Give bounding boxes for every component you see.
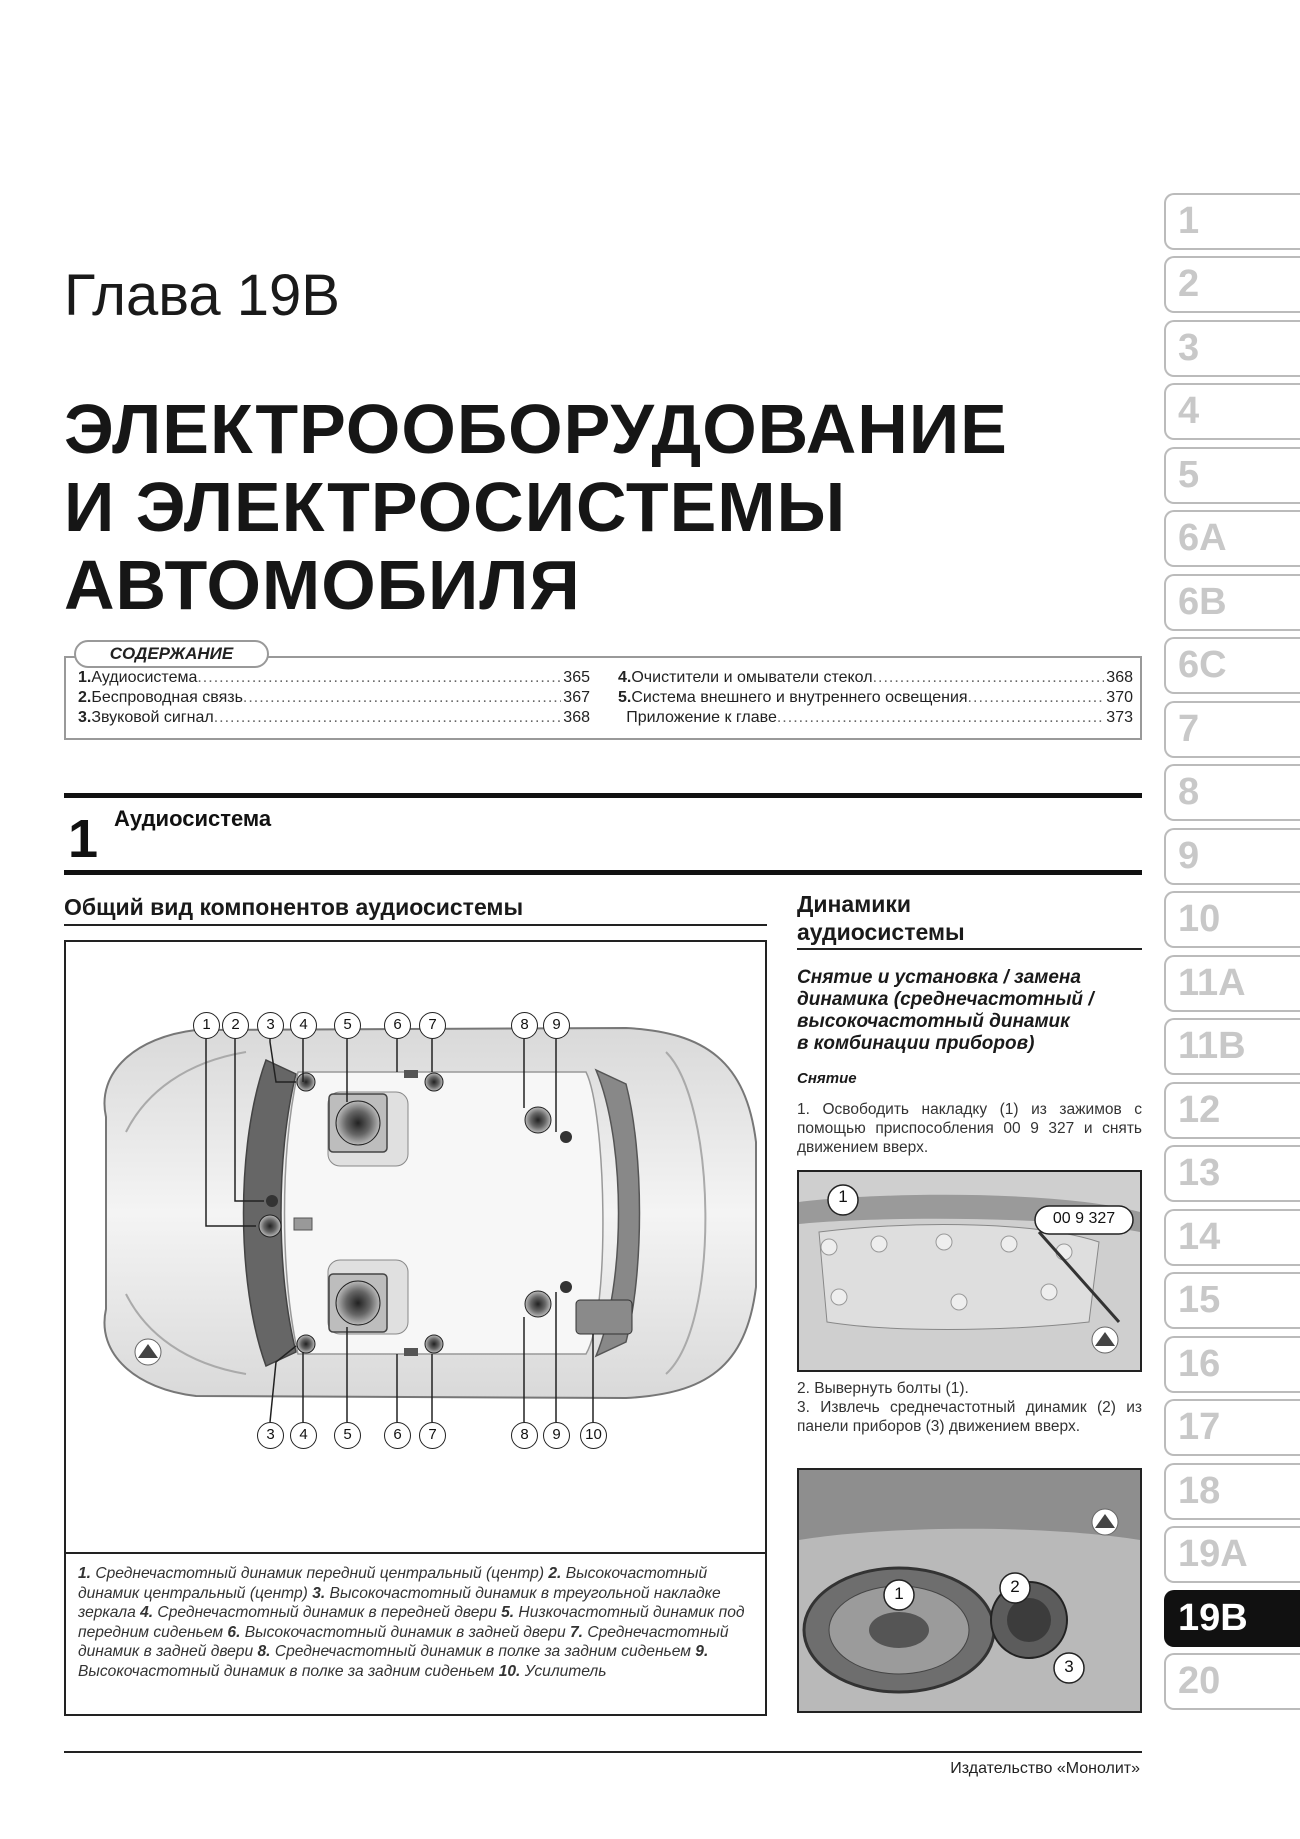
callout-number: 2	[222, 1012, 249, 1039]
contents-entry[interactable]	[618, 688, 1133, 708]
chapter-tab[interactable]: 1	[1164, 193, 1300, 250]
chapter-tab[interactable]: 13	[1164, 1145, 1300, 1202]
contents-entry-page: 368	[1106, 669, 1133, 686]
callout-number: 7	[419, 1012, 446, 1039]
caption-text: Высокочастотный динамик в полке за задним сиденьем	[78, 1662, 499, 1680]
caption-text: Среднечастотный динамик передний центральный (центр)	[91, 1565, 549, 1582]
chapter-tab[interactable]: 20	[1164, 1653, 1300, 1710]
section-title: Аудиосистема	[114, 806, 272, 831]
procedure-heading	[797, 967, 1094, 1055]
photo-callout: 3	[1064, 1657, 1074, 1676]
chapter-tab[interactable]: 14	[1164, 1209, 1300, 1266]
chapter-title	[64, 390, 1008, 624]
caption-text: Среднечастотный динамик в полке за задним сиденьем	[270, 1643, 696, 1660]
section-number: 1	[68, 809, 99, 869]
caption-text: Низкочастотный динамик под передним сиденьем	[78, 1604, 745, 1641]
chapter-title-line: АВТОМОБИЛЯ	[64, 546, 581, 624]
section-top-rule	[64, 793, 1142, 798]
chapter-tab[interactable]: 18	[1164, 1463, 1300, 1520]
contents-entry[interactable]	[78, 688, 590, 708]
removal-label: Снятие	[797, 1070, 857, 1087]
chapter-tab[interactable]: 17	[1164, 1399, 1300, 1456]
caption-num: 7.	[569, 1623, 583, 1641]
callout-number: 9	[543, 1012, 570, 1039]
speaker-photo-illustration	[799, 1470, 1140, 1711]
callout-number: 6	[384, 1422, 411, 1449]
contents-leader-dots	[243, 688, 561, 708]
overview-heading: Общий вид компонентов аудиосистемы	[64, 894, 524, 920]
callout-number: 1	[193, 1012, 220, 1039]
tool-number-label: 00 9 327	[1052, 1210, 1116, 1227]
callout-number: 5	[334, 1422, 361, 1449]
chapter-tab[interactable]: 11A	[1164, 955, 1300, 1012]
footer-rule	[64, 1751, 1142, 1753]
contents-entry-number: 3.	[78, 709, 92, 726]
chapter-label: Глава 19B	[64, 263, 340, 328]
step-1-text: 1. Освободить накладку (1) из зажимов с помощью приспособления 00 9 327 и снять движением вверх.	[797, 1101, 1142, 1156]
caption-text: Среднечастотный динамик в задней двери	[78, 1623, 729, 1660]
diagram-caption	[66, 1552, 766, 1714]
caption-num: 8.	[257, 1643, 271, 1660]
contents-entry-number: 5.	[618, 689, 632, 706]
step-3-text: 3. Извлечь среднечастотный динамик (2) из панели приборов (3) движением вверх.	[797, 1399, 1142, 1435]
contents-leader-dots	[777, 708, 1104, 728]
chapter-tab[interactable]: 4	[1164, 383, 1300, 440]
chapter-tab[interactable]: 12	[1164, 1082, 1300, 1139]
chapter-title-line: ЭЛЕКТРООБОРУДОВАНИЕ	[64, 390, 1008, 468]
procedure-heading-line: высокочастотный динамик	[797, 1011, 1070, 1032]
speaker-photo	[797, 1468, 1142, 1713]
contents-entry-page: 373	[1106, 709, 1133, 726]
contents-entry-title: Аудиосистема	[91, 669, 198, 686]
callout-number: 7	[419, 1422, 446, 1449]
caption-num: 4.	[140, 1604, 154, 1621]
chapter-tab[interactable]: 2	[1164, 256, 1300, 313]
caption-num: 3.	[312, 1584, 326, 1602]
caption-text: Среднечастотный динамик в передней двери	[153, 1604, 502, 1621]
speakers-heading	[797, 890, 965, 946]
chapter-title-line: И ЭЛЕКТРОСИСТЕМЫ	[64, 468, 847, 546]
caption-num: 6.	[227, 1623, 241, 1641]
callout-number: 6	[384, 1012, 411, 1039]
speakers-heading-rule	[797, 948, 1142, 950]
callout-number: 8	[511, 1012, 538, 1039]
section-bottom-rule	[64, 870, 1142, 875]
callout-number: 10	[580, 1422, 607, 1449]
overview-heading-rule	[64, 924, 767, 926]
contents-entry[interactable]	[78, 668, 590, 688]
contents-leader-dots	[873, 668, 1105, 688]
contents-entry-title: Система внешнего и внутреннего освещения	[631, 689, 968, 706]
contents-entry-number	[618, 708, 626, 728]
contents-right-column	[618, 668, 1133, 728]
chapter-tab[interactable]: 8	[1164, 764, 1300, 821]
chapter-tab[interactable]: 19A	[1164, 1526, 1300, 1583]
contents-heading: СОДЕРЖАНИЕ	[74, 640, 269, 668]
speakers-heading-line: аудиосистемы	[797, 919, 965, 945]
chapter-tab[interactable]: 16	[1164, 1336, 1300, 1393]
procedure-heading-line: в комбинации приборов)	[797, 1033, 1035, 1054]
callout-number: 4	[290, 1012, 317, 1039]
publisher-name: Издательство «Монолит»	[950, 1760, 1140, 1777]
chapter-tab[interactable]: 9	[1164, 828, 1300, 885]
callout-number: 5	[334, 1012, 361, 1039]
caption-num: 1.	[78, 1565, 92, 1582]
contents-entry-title: Беспроводная связь	[91, 689, 243, 706]
procedure-heading-line: Снятие и установка / замена	[797, 967, 1081, 988]
chapter-tab[interactable]: 3	[1164, 320, 1300, 377]
chapter-tab[interactable]: 5	[1164, 447, 1300, 504]
chapter-tab[interactable]: 15	[1164, 1272, 1300, 1329]
caption-num: 5.	[501, 1604, 515, 1621]
chapter-tab[interactable]: 6A	[1164, 510, 1300, 567]
chapter-tab-active[interactable]: 19B	[1164, 1590, 1300, 1647]
contents-entry-title: Очистители и омыватели стекол	[631, 669, 873, 686]
contents-left-column	[78, 668, 590, 728]
contents-leader-dots	[968, 688, 1105, 708]
callout-number: 8	[511, 1422, 538, 1449]
contents-leader-dots	[197, 668, 561, 688]
contents-entry-title: Приложение к главе	[626, 709, 777, 726]
contents-entry[interactable]	[618, 708, 1133, 728]
caption-num: 2.	[548, 1565, 562, 1582]
dashboard-trim-photo	[797, 1170, 1142, 1372]
contents-entry[interactable]	[618, 668, 1133, 688]
contents-entry-number: 1.	[78, 669, 92, 686]
contents-entry-title: Звуковой сигнал	[91, 709, 214, 726]
contents-entry-number: 2.	[78, 689, 92, 706]
photo-callout: 2	[1010, 1577, 1020, 1596]
chapter-tab[interactable]: 11B	[1164, 1018, 1300, 1075]
callout-number: 3	[257, 1422, 284, 1449]
photo-callout: 1	[894, 1584, 904, 1603]
caption-text: Высокочастотный динамик в треугольной накладке зеркала	[78, 1584, 721, 1621]
chapter-tab[interactable]: 6C	[1164, 637, 1300, 694]
chapter-tab[interactable]: 10	[1164, 891, 1300, 948]
caption-num: 10.	[498, 1662, 521, 1680]
caption-text: Усилитель	[520, 1662, 607, 1680]
procedure-heading-line: динамика (среднечастотный /	[797, 989, 1094, 1010]
callout-number: 9	[543, 1422, 570, 1449]
contents-entry-number: 4.	[618, 669, 632, 686]
contents-leader-dots	[214, 708, 562, 728]
callout-number: 3	[257, 1012, 284, 1039]
contents-entry-page: 370	[1106, 689, 1133, 706]
speakers-heading-line: Динамики	[797, 891, 912, 917]
contents-entry-page: 367	[563, 689, 590, 706]
caption-num: 9.	[695, 1643, 709, 1660]
caption-text: Высокочастотный динамик центральный (центр)	[78, 1565, 708, 1602]
contents-entry-page: 365	[563, 669, 590, 686]
chapter-tab[interactable]: 6B	[1164, 574, 1300, 631]
callout-number: 4	[290, 1422, 317, 1449]
chapter-tab[interactable]: 7	[1164, 701, 1300, 758]
contents-entry-page: 368	[563, 709, 590, 726]
photo-callout: 1	[838, 1187, 848, 1206]
step-2-text: 2. Вывернуть болты (1).	[797, 1380, 969, 1397]
contents-entry[interactable]	[78, 708, 590, 728]
caption-text: Высокочастотный динамик в задней двери	[240, 1623, 570, 1641]
